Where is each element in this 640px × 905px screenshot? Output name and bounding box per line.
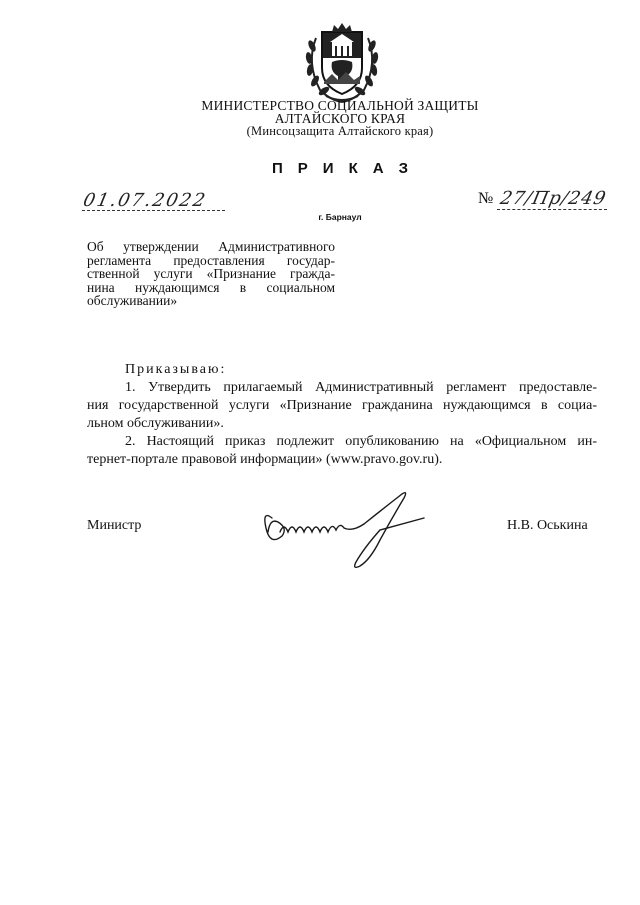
order-subject xyxy=(87,240,335,308)
signer-position: Министр xyxy=(87,518,142,533)
ministry-name-line2: АЛТАЙСКОГО КРАЯ xyxy=(274,111,406,126)
order-item-2 xyxy=(87,433,597,469)
order-intro: Приказываю: xyxy=(125,362,227,377)
subject-line: нина нуждающимся в социальном xyxy=(87,279,335,295)
item-line: ния государственной услуги «Признание гражданина нуждающимся в социа- xyxy=(87,398,597,413)
item-line: 1. Утвердить прилагаемый Административный регламент предоставле- xyxy=(125,380,597,395)
date-underline xyxy=(82,210,225,212)
item-line: тернет-портале правовой информации» (www.pravo.gov.ru). xyxy=(87,452,443,467)
signer-name: Н.В. Оськина xyxy=(507,518,588,533)
order-item-1 xyxy=(87,379,597,433)
order-number: 27/Пр/249 xyxy=(498,188,609,209)
subject-line: Об утверждении Административного xyxy=(87,239,335,254)
item-line: 2. Настоящий приказ подлежит опубликованию на «Официальном ин- xyxy=(125,434,597,449)
ministry-short-name: (Минсоцзащита Алтайского края) xyxy=(246,124,434,138)
order-date: 01.07.2022 xyxy=(81,190,209,211)
item-line: льном обслуживании». xyxy=(87,416,224,431)
coat-of-arms-icon xyxy=(302,18,382,104)
subject-line: регламента предоставления государ- xyxy=(87,252,335,268)
subject-line: ственной услуги «Признание гражда- xyxy=(87,266,335,281)
ministry-name-line1: МИНИСТЕРСТВО СОЦИАЛЬНОЙ ЗАЩИТЫ xyxy=(201,98,479,113)
subject-line: обслуживании» xyxy=(87,293,178,308)
order-number-label: № xyxy=(478,190,494,207)
document-title: ПРИКАЗ xyxy=(272,160,423,177)
signature-icon xyxy=(252,488,432,570)
number-underline xyxy=(497,209,607,211)
city-label: г. Барнаул xyxy=(318,212,362,222)
